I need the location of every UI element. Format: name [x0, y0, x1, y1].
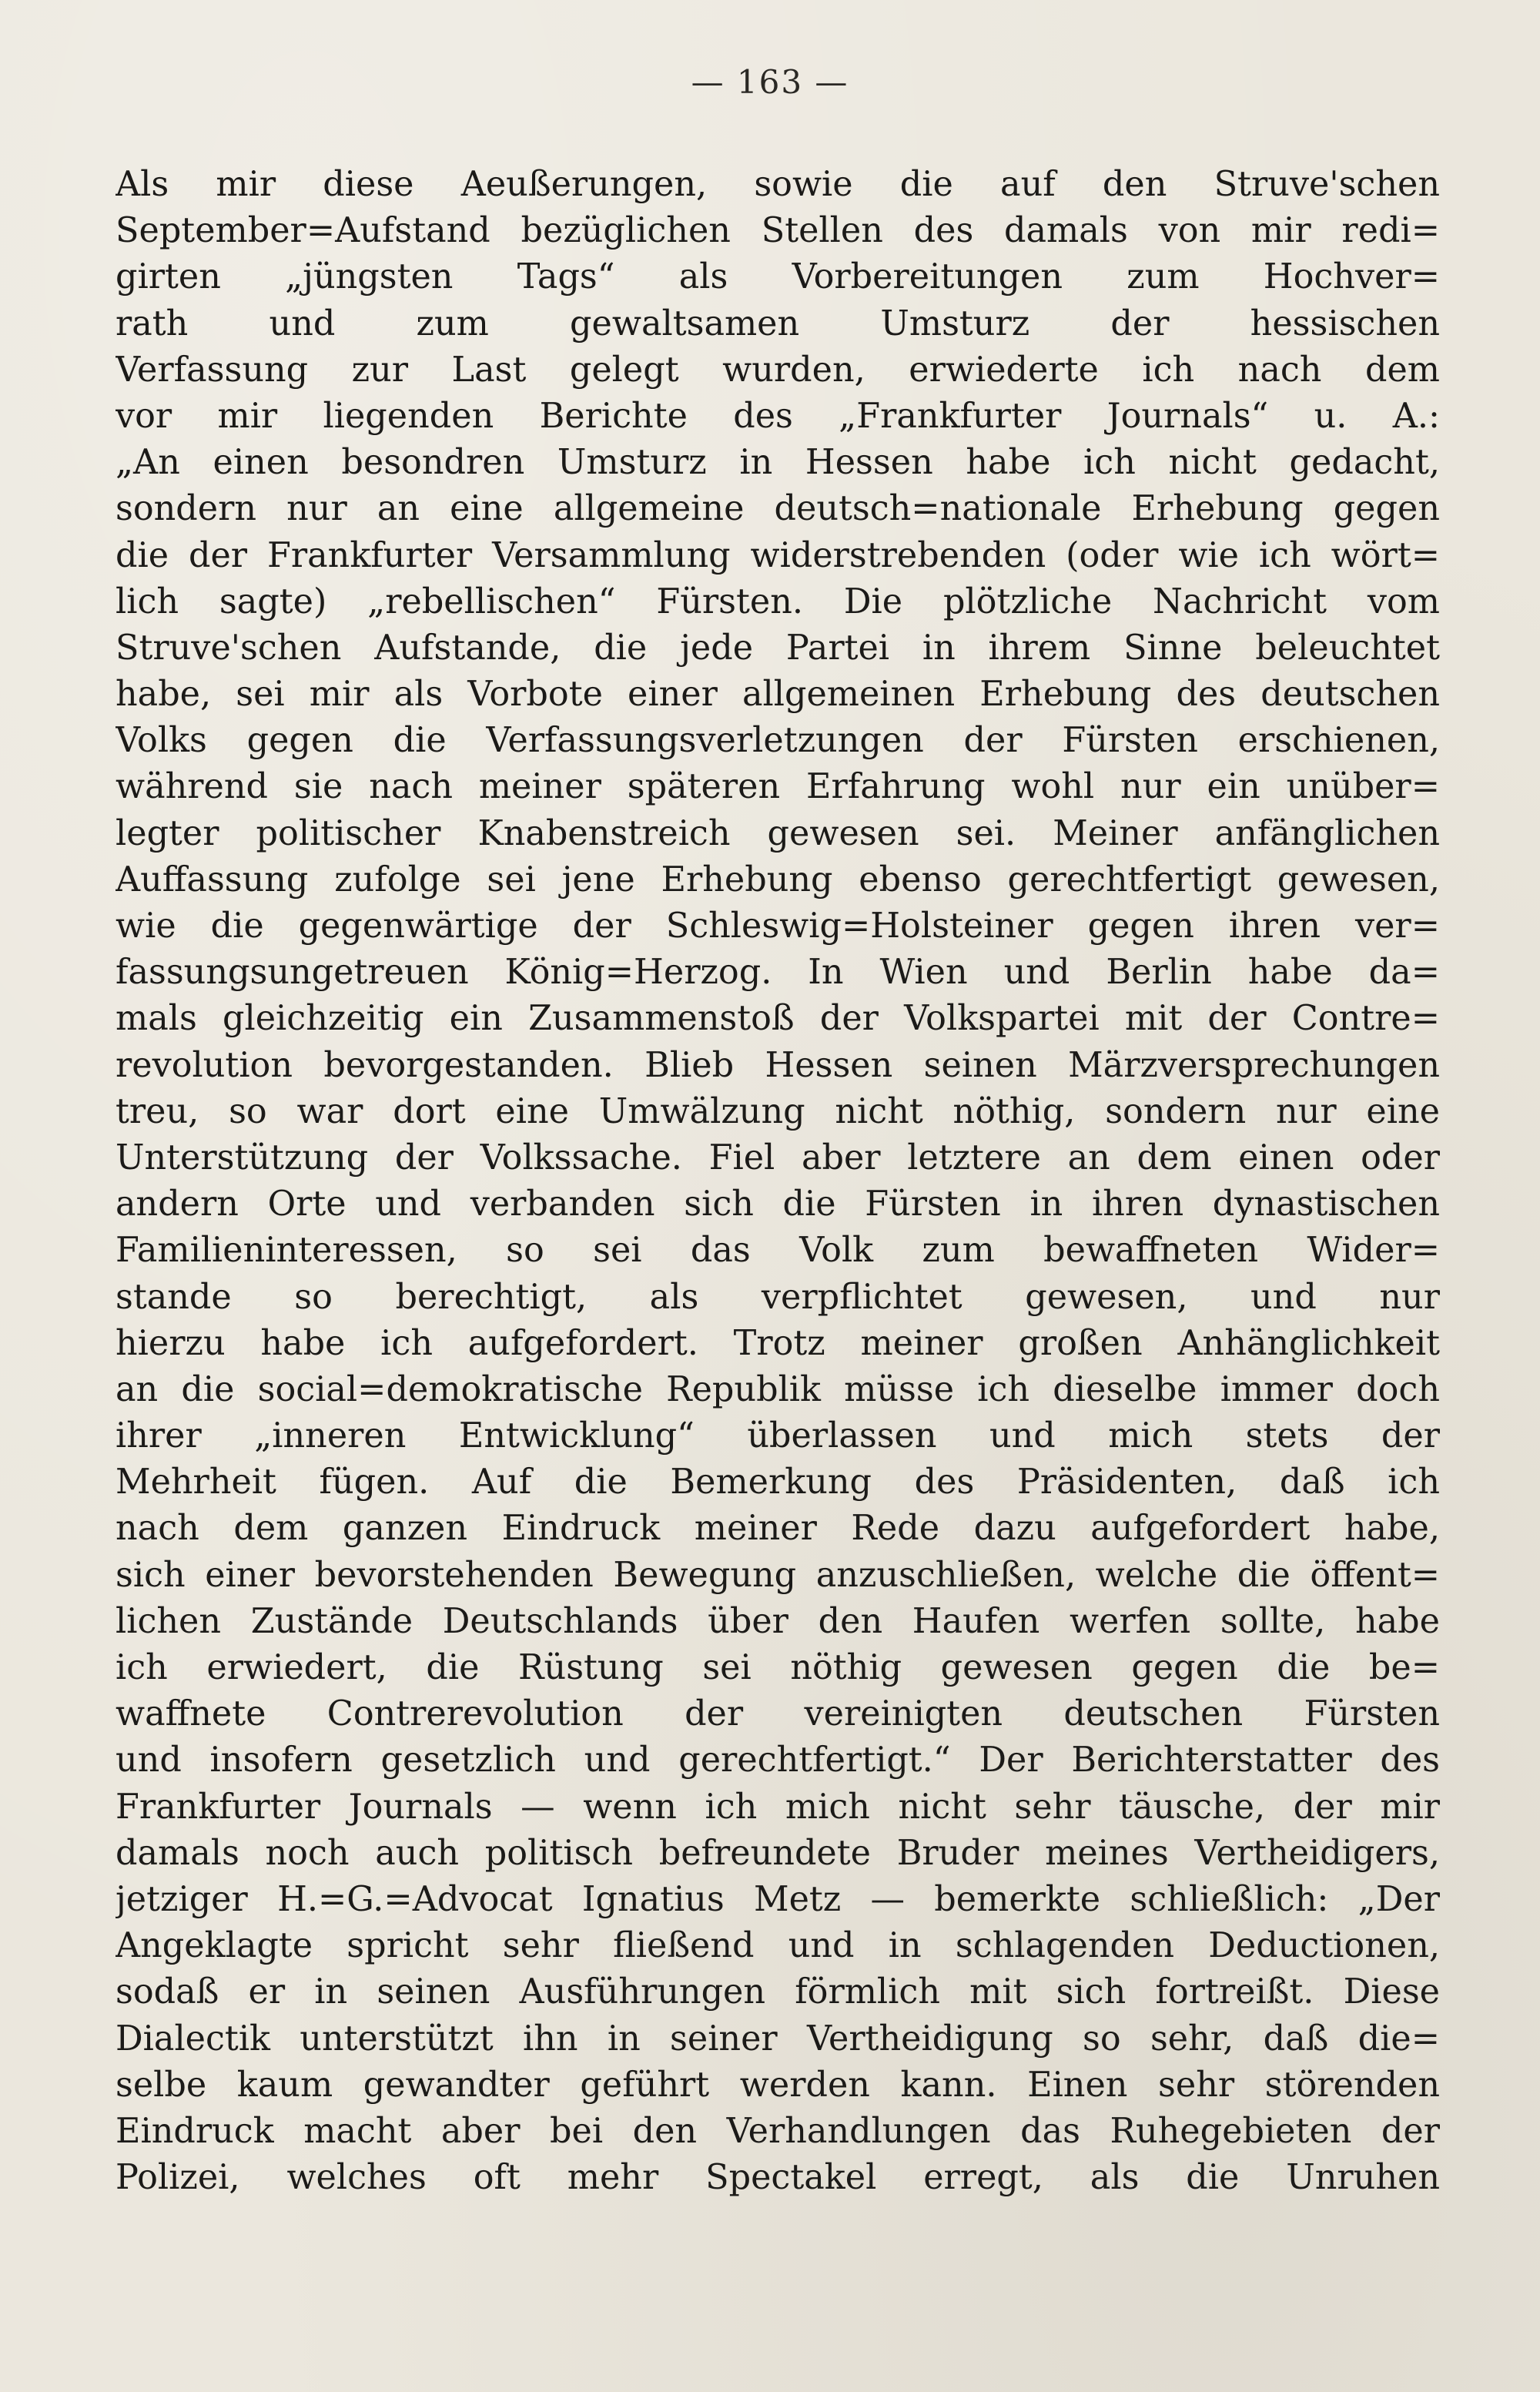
text-line: stande so berechtigt, als verpflichtet gewesen, und nur	[116, 1277, 1440, 1317]
text-line: fassungsungetreuen König=Herzog. In Wien und Berlin habe da=	[116, 953, 1440, 993]
text-line: sich einer bevorstehenden Bewegung anzuschließen, welche die öffent=	[116, 1555, 1440, 1595]
text-line: Frankfurter Journals — wenn ich mich nicht sehr täusche, der mir	[116, 1787, 1440, 1827]
text-line: sondern nur an eine allgemeine deutsch=nationale Erhebung gegen	[116, 489, 1440, 529]
text-line: wie die gegenwärtige der Schleswig=Holsteiner gegen ihren ver=	[116, 906, 1440, 946]
text-line: lich sagte) „rebellischen“ Fürsten. Die plötzliche Nachricht vom	[116, 581, 1440, 621]
text-line: Familieninteressen, so sei das Volk zum bewaffneten Wider=	[116, 1231, 1440, 1271]
text-line: und insofern gesetzlich und gerechtfertigt.“ Der Berichterstatter des	[116, 1740, 1440, 1781]
text-line: Verfassung zur Last gelegt wurden, erwiederte ich nach dem	[116, 350, 1440, 390]
text-line: ich erwiedert, die Rüstung sei nöthig gewesen gegen die be=	[116, 1648, 1440, 1687]
text-line: mals gleichzeitig ein Zusammenstoß der Volkspartei mit der Contre=	[116, 999, 1440, 1039]
text-line: waffnete Contrerevolution der vereinigten deutschen Fürsten	[116, 1694, 1440, 1734]
text-line: während sie nach meiner späteren Erfahrung wohl nur ein unüber=	[116, 767, 1440, 807]
text-line: rath und zum gewaltsamen Umsturz der hessischen	[116, 303, 1440, 343]
text-line: Struve'schen Aufstande, die jede Partei in ihrem Sinne beleuchtet	[116, 628, 1440, 668]
text-line: „An einen besondren Umsturz in Hessen habe ich nicht gedacht,	[116, 443, 1440, 483]
text-line: vor mir liegenden Berichte des „Frankfurter Journals“ u. A.:	[116, 396, 1440, 436]
text-line: habe, sei mir als Vorbote einer allgemeinen Erhebung des deutschen	[116, 675, 1440, 715]
text-line: Angeklagte spricht sehr fließend und in schlagenden Deductionen,	[116, 1926, 1440, 1966]
text-line: Mehrheit fügen. Auf die Bemerkung des Präsidenten, daß ich	[116, 1462, 1440, 1503]
page-number: — 163 —	[691, 63, 849, 101]
text-line: sodaß er in seinen Ausführungen förmlich mit sich fortreißt. Diese	[116, 1972, 1440, 2012]
text-line: revolution bevorgestanden. Blieb Hessen seinen Märzversprechungen	[116, 1045, 1440, 1085]
text-line: Als mir diese Aeußerungen, sowie die auf den Struve'schen	[116, 165, 1440, 204]
body-text	[116, 162, 1440, 2201]
text-line: September=Aufstand bezüglichen Stellen des damals von mir redi=	[116, 211, 1440, 251]
text-line: Unterstützung der Volkssache. Fiel aber letztere an dem einen oder	[116, 1137, 1440, 1178]
text-line: jetziger H.=G.=Advocat Ignatius Metz — bemerkte schließlich: „Der	[116, 1879, 1440, 1919]
text-line: treu, so war dort eine Umwälzung nicht nöthig, sondern nur eine	[116, 1091, 1440, 1131]
text-line: die der Frankfurter Versammlung widerstrebenden (oder wie ich wört=	[116, 535, 1440, 575]
text-line: lichen Zustände Deutschlands über den Haufen werfen sollte, habe	[116, 1601, 1440, 1641]
text-line: Dialectik unterstützt ihn in seiner Vertheidigung so sehr, daß die=	[116, 2018, 1440, 2059]
text-line: ihrer „inneren Entwicklung“ überlassen und mich stets der	[116, 1416, 1440, 1456]
text-line: legter politischer Knabenstreich gewesen sei. Meiner anfänglichen	[116, 813, 1440, 853]
text-line: hierzu habe ich aufgefordert. Trotz meiner großen Anhänglichkeit	[116, 1323, 1440, 1363]
text-line: nach dem ganzen Eindruck meiner Rede dazu aufgefordert habe,	[116, 1509, 1440, 1549]
text-line: Volks gegen die Verfassungsverletzungen der Fürsten erschienen,	[116, 721, 1440, 761]
text-line: andern Orte und verbanden sich die Fürsten in ihren dynastischen	[116, 1184, 1440, 1224]
text-line: Polizei, welches oft mehr Spectakel erregt, als die Unruhen	[116, 2158, 1440, 2198]
text-line: girten „jüngsten Tags“ als Vorbereitungen zum Hochver=	[116, 257, 1440, 297]
text-line: an die social=demokratische Republik müsse ich dieselbe immer doch	[116, 1369, 1440, 1409]
text-line: selbe kaum gewandter geführt werden kann. Einen sehr störenden	[116, 2065, 1440, 2105]
text-line: Auffassung zufolge sei jene Erhebung ebenso gerechtfertigt gewesen,	[116, 859, 1440, 900]
text-line: Eindruck macht aber bei den Verhandlungen das Ruhegebieten der	[116, 2111, 1440, 2151]
text-line: damals noch auch politisch befreundete Bruder meines Vertheidigers,	[116, 1833, 1440, 1873]
